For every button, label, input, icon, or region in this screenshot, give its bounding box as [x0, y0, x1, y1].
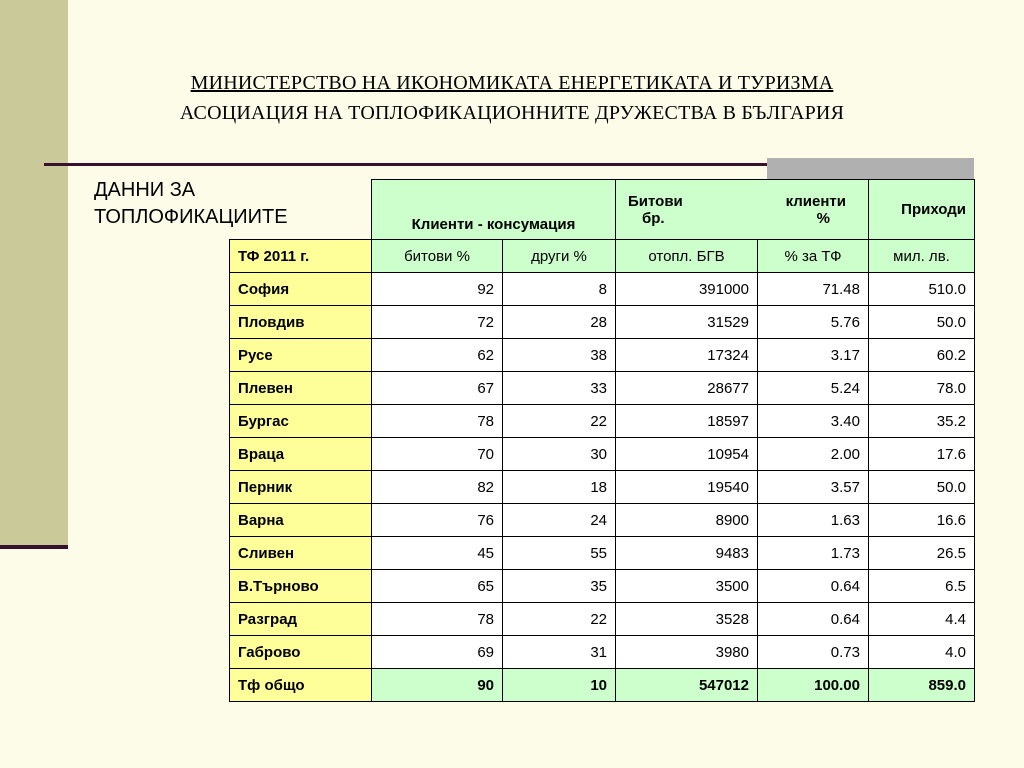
row-bitovi-pct: 70 — [372, 438, 503, 471]
header-bitovi — [616, 180, 869, 240]
subheader-pct-tf: % за ТФ — [758, 240, 869, 273]
row-drugi-pct: 22 — [503, 405, 616, 438]
table-row — [230, 504, 975, 537]
row-otopl: 9483 — [616, 537, 758, 570]
row-drugi-pct: 33 — [503, 372, 616, 405]
row-pct-tf: 0.64 — [758, 570, 869, 603]
header-pct-label: % — [816, 209, 830, 227]
row-otopl: 3500 — [616, 570, 758, 603]
row-otopl: 8900 — [616, 504, 758, 537]
row-income: 50.0 — [869, 306, 975, 339]
header-clienti-label: клиенти — [785, 192, 846, 210]
sub-header-row — [230, 240, 975, 273]
row-city: В.Търново — [230, 570, 372, 603]
subheader-income-unit: мил. лв. — [869, 240, 975, 273]
row-bitovi-pct: 82 — [372, 471, 503, 504]
table-row — [230, 405, 975, 438]
table-row — [230, 471, 975, 504]
row-bitovi-pct: 78 — [372, 405, 503, 438]
row-bitovi-pct: 62 — [372, 339, 503, 372]
row-bitovi-pct: 76 — [372, 504, 503, 537]
header-bitovi-top — [628, 193, 856, 210]
header-bitovi-layout — [626, 184, 858, 236]
row-income: 26.5 — [869, 537, 975, 570]
row-city: Разград — [230, 603, 372, 636]
total-row — [230, 669, 975, 702]
row-income: 78.0 — [869, 372, 975, 405]
row-drugi-pct: 28 — [503, 306, 616, 339]
row-income: 17.6 — [869, 438, 975, 471]
row-bitovi-pct: 67 — [372, 372, 503, 405]
title-association: АСОЦИАЦИЯ НА ТОПЛОФИКАЦИОННИТЕ ДРУЖЕСТВА В БЪЛГАРИЯ — [179, 102, 845, 124]
row-bitovi-pct: 69 — [372, 636, 503, 669]
row-pct-tf: 1.73 — [758, 537, 869, 570]
total-bitovi: 90 — [372, 669, 503, 702]
row-income: 60.2 — [869, 339, 975, 372]
row-drugi-pct: 18 — [503, 471, 616, 504]
total-otopl: 547012 — [616, 669, 758, 702]
subheader-tf-year: ТФ 2011 г. — [230, 240, 372, 273]
subheader-otopl: отопл. БГВ — [616, 240, 758, 273]
row-otopl: 28677 — [616, 372, 758, 405]
table-row — [230, 570, 975, 603]
group-header-row — [230, 180, 975, 240]
row-income: 6.5 — [869, 570, 975, 603]
table-row — [230, 339, 975, 372]
table-row — [230, 372, 975, 405]
row-otopl: 18597 — [616, 405, 758, 438]
row-pct-tf: 0.73 — [758, 636, 869, 669]
subheader-drugi-pct: други % — [503, 240, 616, 273]
row-city: Пловдив — [230, 306, 372, 339]
row-drugi-pct: 30 — [503, 438, 616, 471]
table-body — [230, 273, 975, 669]
header-empty-cell — [230, 180, 372, 240]
side-heading-line1: ДАННИ ЗА — [94, 179, 196, 201]
row-drugi-pct: 22 — [503, 603, 616, 636]
row-bitovi-pct: 92 — [372, 273, 503, 306]
row-drugi-pct: 8 — [503, 273, 616, 306]
row-pct-tf: 71.48 — [758, 273, 869, 306]
table-row — [230, 438, 975, 471]
row-otopl: 31529 — [616, 306, 758, 339]
row-pct-tf: 5.24 — [758, 372, 869, 405]
row-city: Сливен — [230, 537, 372, 570]
row-city: Варна — [230, 504, 372, 537]
row-otopl: 3980 — [616, 636, 758, 669]
row-income: 35.2 — [869, 405, 975, 438]
row-city: Габрово — [230, 636, 372, 669]
row-pct-tf: 5.76 — [758, 306, 869, 339]
header-br-label: бр. — [642, 209, 665, 227]
row-pct-tf: 3.57 — [758, 471, 869, 504]
header-bitovi-label: Битови — [628, 192, 683, 210]
total-pct: 100.00 — [758, 669, 869, 702]
total-income: 859.0 — [869, 669, 975, 702]
header-income: Приходи — [869, 180, 975, 240]
total-drugi: 10 — [503, 669, 616, 702]
row-pct-tf: 3.17 — [758, 339, 869, 372]
decor-gray-block — [767, 158, 974, 179]
row-income: 16.6 — [869, 504, 975, 537]
row-city: Враца — [230, 438, 372, 471]
row-city: Русе — [230, 339, 372, 372]
page-title — [0, 68, 1024, 128]
row-city: Плевен — [230, 372, 372, 405]
row-city: Перник — [230, 471, 372, 504]
row-drugi-pct: 35 — [503, 570, 616, 603]
table-row — [230, 273, 975, 306]
row-bitovi-pct: 45 — [372, 537, 503, 570]
row-income: 50.0 — [869, 471, 975, 504]
table-row — [230, 603, 975, 636]
row-otopl: 391000 — [616, 273, 758, 306]
row-drugi-pct: 55 — [503, 537, 616, 570]
row-bitovi-pct: 72 — [372, 306, 503, 339]
row-city: София — [230, 273, 372, 306]
subheader-bitovi-pct: битови % — [372, 240, 503, 273]
row-drugi-pct: 38 — [503, 339, 616, 372]
table-row — [230, 306, 975, 339]
heating-data-table — [229, 179, 975, 702]
row-income: 4.4 — [869, 603, 975, 636]
row-otopl: 10954 — [616, 438, 758, 471]
row-income: 510.0 — [869, 273, 975, 306]
row-pct-tf: 3.40 — [758, 405, 869, 438]
table-row — [230, 636, 975, 669]
row-income: 4.0 — [869, 636, 975, 669]
row-otopl: 19540 — [616, 471, 758, 504]
row-pct-tf: 1.63 — [758, 504, 869, 537]
row-city: Бургас — [230, 405, 372, 438]
row-pct-tf: 0.64 — [758, 603, 869, 636]
title-ministry: МИНИСТЕРСТВО НА ИКОНОМИКАТА ЕНЕРГЕТИКАТА И ТУРИЗМА — [190, 72, 834, 94]
left-decor-underline — [0, 545, 68, 549]
row-otopl: 17324 — [616, 339, 758, 372]
table-row — [230, 537, 975, 570]
row-pct-tf: 2.00 — [758, 438, 869, 471]
total-label: Тф общо — [230, 669, 372, 702]
side-heading-line2: ТОПЛОФИКАЦИИТЕ — [94, 206, 288, 228]
row-drugi-pct: 31 — [503, 636, 616, 669]
row-bitovi-pct: 78 — [372, 603, 503, 636]
row-bitovi-pct: 65 — [372, 570, 503, 603]
header-clients: Клиенти - консумация — [372, 180, 616, 240]
row-drugi-pct: 24 — [503, 504, 616, 537]
row-otopl: 3528 — [616, 603, 758, 636]
header-bitovi-bottom — [628, 210, 856, 227]
